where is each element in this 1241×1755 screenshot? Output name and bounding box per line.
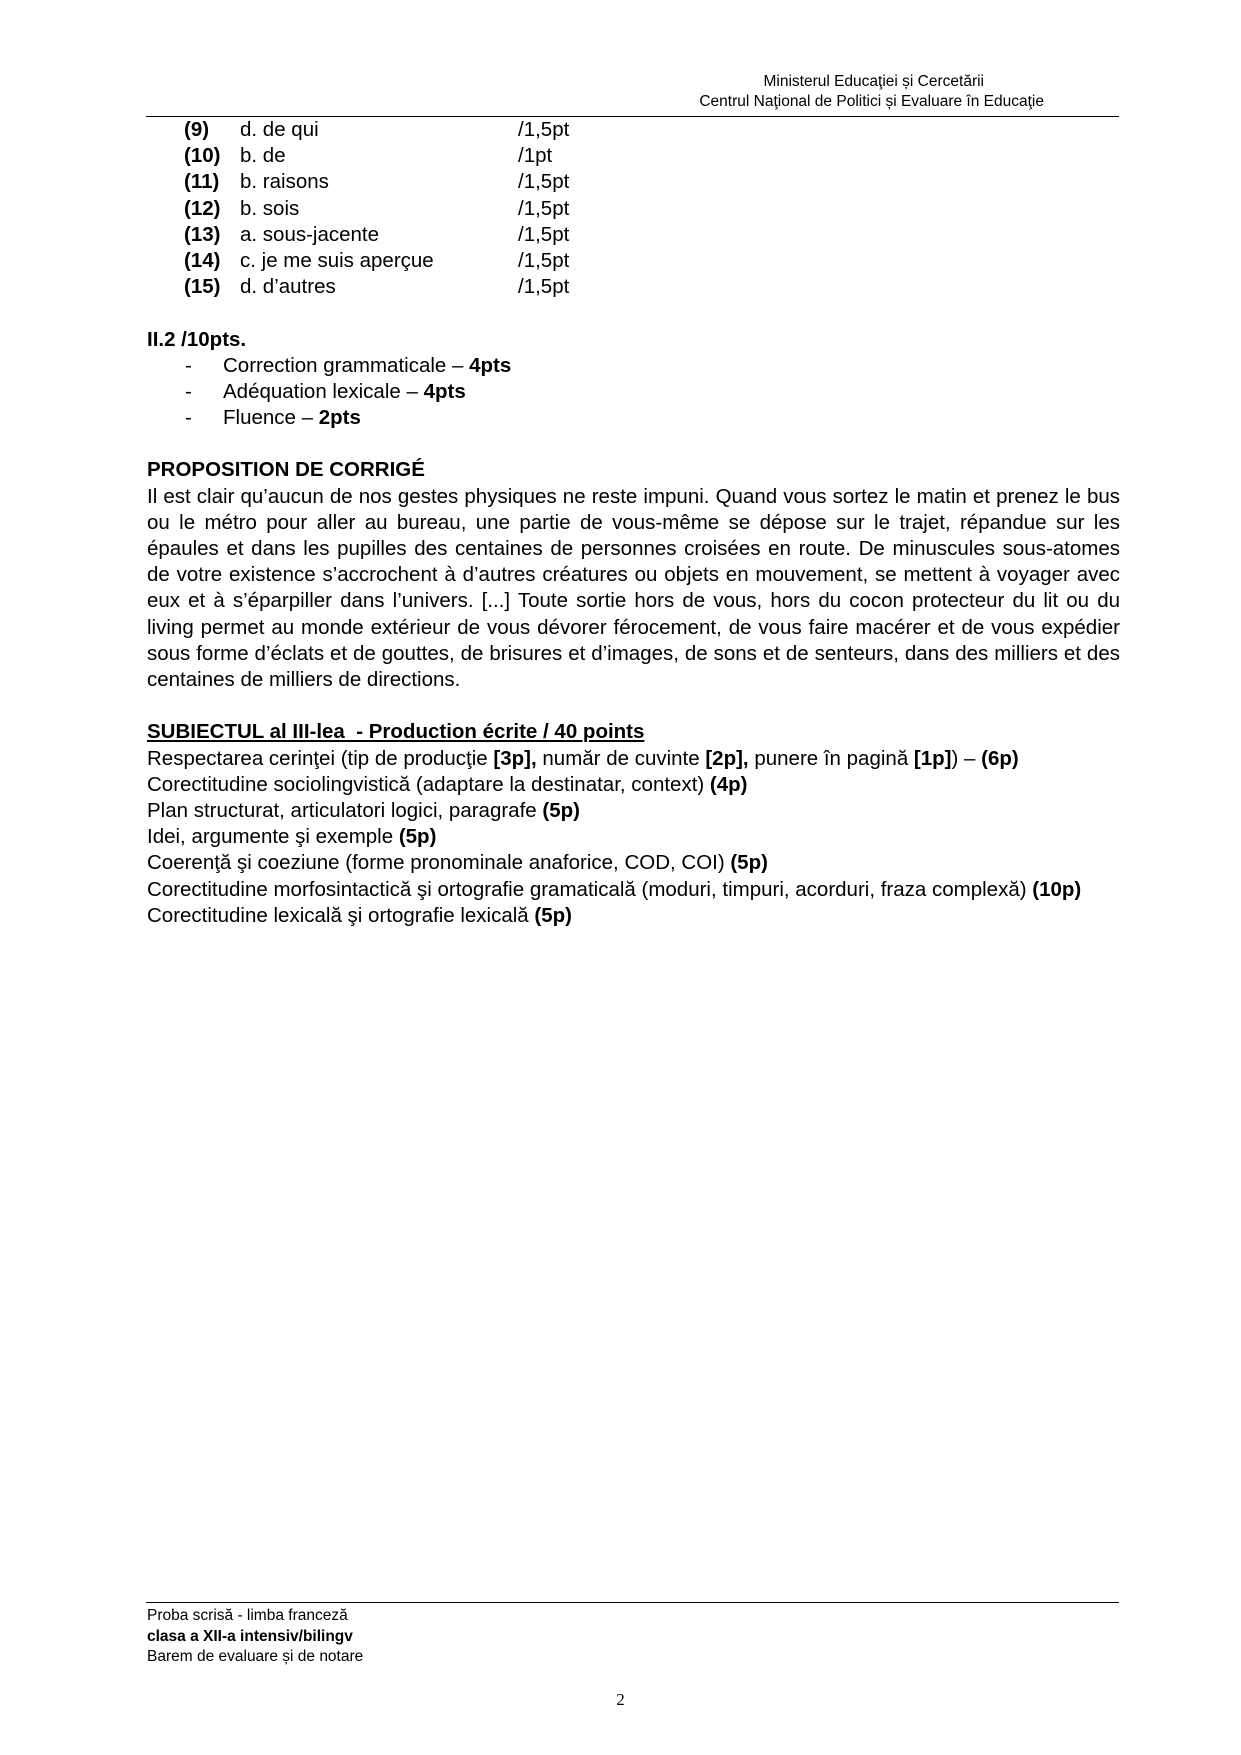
list-item	[147, 379, 1120, 405]
criteria-list	[147, 353, 1120, 432]
footer-class: clasa a XII-a intensiv/bilingv	[147, 1627, 353, 1645]
spacer	[147, 300, 1120, 326]
grading-row	[147, 903, 1120, 929]
criterion-points: 2pts	[318, 406, 361, 430]
answer-text: b. sois	[240, 196, 300, 220]
criterion-label: Correction grammaticale –	[223, 353, 470, 377]
corrige-text: Il est clair qu’aucun de nos gestes physiques ne reste impuni. Quand vous sortez le matin et prenez le bus ou le métro pour aller au bureau, une partie de vous-même se dépose sur le trajet, répandue sur les épaules et dans les pupilles des centaines de personnes croisées en route. De minuscules sous-atomes de votre existence s’accrochent à d’autres créatures ou objets en mouvement, se mettent à voyager avec eux et à s’éparpiller dans l’univers. [...] Toute sortie hors de vous, hors du cocon protecteur du lit ou du living permet au monde extérieur de vous dévorer férocement, de vous faire macérer et de vous expédier sous forme d’éclats et de gouttes, de brisures et d’images, de sons et de senteurs, dans des milliers et des centaines de milliers de directions.	[147, 484, 1120, 692]
answer-row	[147, 117, 1120, 143]
criterion-text	[223, 379, 466, 405]
answer-score: /1,5pt	[518, 248, 570, 272]
answer-number: (12)	[184, 196, 221, 220]
criterion-text	[223, 353, 511, 379]
page-number: 2	[616, 1690, 625, 1709]
corrige-title: PROPOSITION DE CORRIGÉ	[147, 458, 425, 482]
row-points: (5p)	[730, 851, 768, 875]
footer-divider	[146, 1602, 1119, 1603]
page-header	[146, 72, 1119, 112]
header-center: Centrul Naţional de Politici și Evaluare în Educaţie	[699, 93, 1044, 110]
answer-text: c. je me suis aperçue	[240, 248, 434, 272]
answer-text: b. raisons	[240, 170, 329, 194]
answer-row	[147, 196, 1120, 222]
answer-number: (14)	[184, 248, 221, 272]
answer-score: /1pt	[518, 144, 553, 168]
row-points: (6p)	[981, 746, 1019, 770]
row-text: Corectitudine lexicală şi ortografie lexicală	[147, 903, 535, 927]
criterion-label: Adéquation lexicale –	[223, 379, 424, 403]
answer-score: /1,5pt	[518, 196, 570, 220]
row-points: (10p)	[1032, 877, 1082, 901]
answer-text: d. d’autres	[240, 275, 336, 299]
answer-number: (13)	[184, 222, 221, 246]
grading-row	[147, 772, 1120, 798]
grading-row	[147, 850, 1120, 876]
answer-number: (11)	[184, 170, 220, 194]
answer-score: /1,5pt	[518, 170, 570, 194]
list-dash: -	[185, 353, 192, 377]
answer-number: (15)	[184, 275, 221, 299]
answer-text: d. de qui	[240, 118, 319, 141]
row-text: Coerenţă şi coeziune (forme pronominale anaforice, COD, COI)	[147, 851, 731, 875]
answer-score: /1,5pt	[518, 222, 570, 246]
answer-score: /1,5pt	[518, 118, 570, 141]
page-footer	[147, 1606, 363, 1668]
row-text: ) –	[951, 746, 982, 770]
grading-row	[147, 877, 1120, 903]
answer-row	[147, 248, 1120, 274]
answer-row	[147, 222, 1120, 248]
row-text: Plan structurat, articulatori logici, paragrafe	[147, 799, 543, 823]
answer-row	[147, 169, 1120, 195]
answer-text: a. sous-jacente	[240, 222, 380, 246]
criterion-label: Fluence –	[223, 406, 319, 430]
answer-score: /1,5pt	[518, 275, 570, 299]
grading-row	[147, 824, 1120, 850]
row-points: [3p],	[493, 746, 537, 770]
criterion-text	[223, 405, 361, 431]
spacer	[147, 693, 1120, 719]
list-dash: -	[185, 406, 192, 430]
criterion-points: 4pts	[423, 379, 466, 403]
criterion-points: 4pts	[469, 353, 512, 377]
page-content	[147, 117, 1120, 929]
answer-number: (10)	[184, 144, 221, 168]
footer-exam: Proba scrisă - limba franceză	[147, 1607, 348, 1624]
answer-text: b. de	[240, 144, 286, 168]
grading-row	[147, 798, 1120, 824]
row-points: (5p)	[542, 799, 580, 823]
row-points: [1p]	[913, 746, 952, 770]
answer-list	[147, 117, 1120, 300]
list-item	[147, 405, 1120, 431]
row-points: (4p)	[709, 772, 748, 796]
row-text: punere în pagină	[748, 746, 914, 770]
row-text: Corectitudine sociolingvistică (adaptare la destinatar, context)	[147, 772, 710, 796]
header-ministry: Ministerul Educaţiei și Cercetării	[763, 73, 984, 90]
row-text: număr de cuvinte	[536, 746, 706, 770]
section-ii2-title: II.2 /10pts.	[147, 327, 247, 351]
grading-row	[147, 746, 1120, 772]
answer-row	[147, 143, 1120, 169]
subject-iii-title: SUBIECTUL al III-lea - Production écrite / 40 points	[147, 720, 645, 744]
row-points: [2p],	[705, 746, 749, 770]
row-points: (5p)	[534, 903, 572, 927]
answer-row	[147, 274, 1120, 300]
row-text: Corectitudine morfosintactică şi ortografie gramaticală (moduri, timpuri, acorduri, fraza complexă)	[147, 877, 1033, 901]
row-text: Respectarea cerinţei (tip de producţie	[147, 746, 494, 770]
row-text: Idei, argumente şi exemple	[147, 825, 399, 849]
footer-barem: Barem de evaluare și de notare	[147, 1648, 364, 1665]
answer-number: (9)	[184, 118, 210, 141]
list-item	[147, 353, 1120, 379]
row-points: (5p)	[398, 825, 437, 849]
list-dash: -	[185, 379, 192, 403]
spacer	[147, 431, 1120, 457]
